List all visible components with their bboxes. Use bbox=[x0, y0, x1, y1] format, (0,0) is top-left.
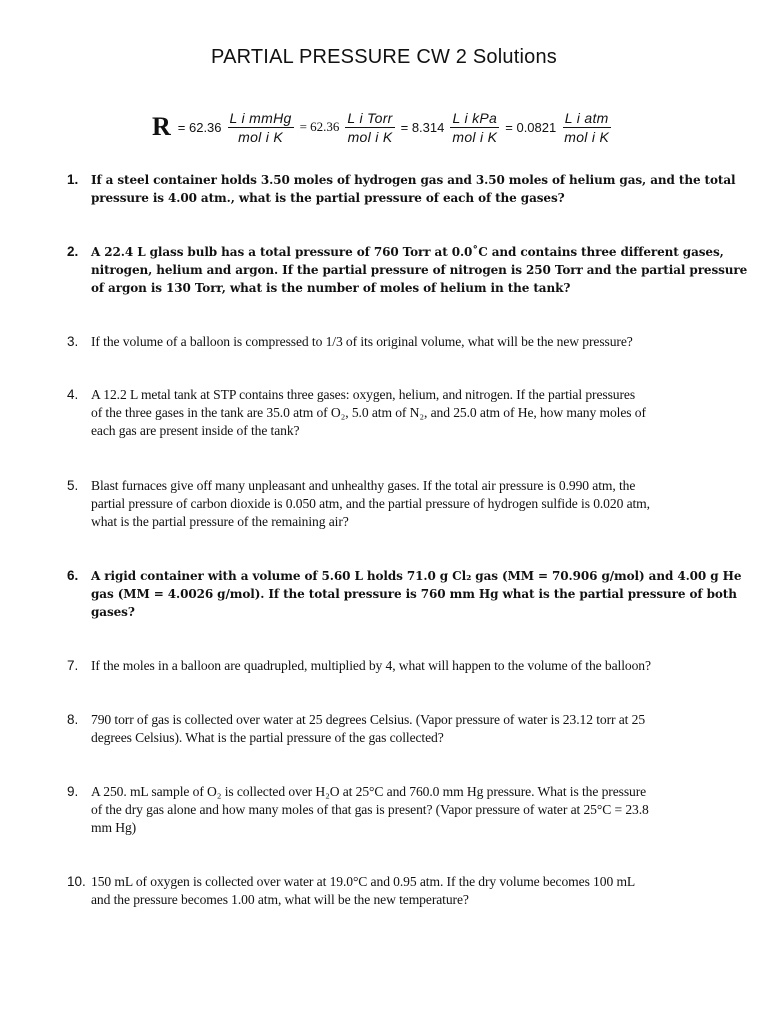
question-number: 5. bbox=[67, 478, 79, 493]
question-text bbox=[91, 386, 727, 440]
unit-denominator: mol i K bbox=[564, 128, 610, 145]
question-line: A 22.4 L glass bulb has a total pressure of 760 Torr at 0.0˚C and contains three different gases, bbox=[91, 245, 724, 259]
question-text bbox=[91, 567, 742, 621]
question-line: Blast furnaces give off many unpleasant and unhealthy gases. If the total air pressure is 0.990 atm, the bbox=[91, 478, 636, 493]
question-line: of the dry gas alone and how many moles of that gas is present? (Vapor pressure of water at 25°C = 23.8 bbox=[91, 802, 649, 817]
question-line: partial pressure of carbon dioxide is 0.050 atm, and the partial pressure of hydrogen sulfide is 0.020 atm, bbox=[91, 496, 650, 511]
gas-constant-value-2: = 62.36 bbox=[299, 119, 340, 134]
question-number: 2. bbox=[67, 244, 79, 259]
gas-constant-value-4: = 0.0821 bbox=[505, 119, 557, 135]
question-line: gases? bbox=[91, 605, 135, 619]
question-line: 790 torr of gas is collected over water at 25 degrees Celsius. (Vapor pressure of water is 23.12 torr at 25 bbox=[91, 712, 646, 727]
gas-constant-value-3: = 8.314 bbox=[400, 119, 445, 135]
question-line: of argon is 130 Torr, what is the number of moles of helium in the tank? bbox=[91, 281, 571, 295]
question-line: 150 mL of oxygen is collected over water at 19.0°C and 0.95 atm. If the dry volume becomes 100 mL bbox=[91, 874, 636, 889]
question-number: 4. bbox=[67, 387, 79, 402]
question-line: mm Hg) bbox=[91, 820, 137, 835]
gas-constant-symbol: R bbox=[152, 112, 171, 141]
question-line: A 12.2 L metal tank at STP contains three gases: oxygen, helium, and nitrogen. If the partial pressures bbox=[91, 387, 636, 402]
question-line: what is the partial pressure of the remaining air? bbox=[91, 514, 349, 529]
question-text bbox=[91, 873, 727, 909]
gas-constant-unit-3 bbox=[450, 110, 499, 145]
question-line: pressure is 4.00 atm., what is the partial pressure of each of the gases? bbox=[91, 191, 565, 205]
gas-constant-unit-2 bbox=[345, 110, 394, 145]
question-number: 9. bbox=[67, 784, 79, 799]
question-line: A rigid container with a volume of 5.60 L holds 71.0 g Cl₂ gas (MM = 70.906 g/mol) and 4.00 g He bbox=[91, 569, 742, 583]
question-number: 7. bbox=[67, 658, 79, 673]
unit-denominator: mol i K bbox=[347, 128, 393, 145]
question-line: If a steel container holds 3.50 moles of hydrogen gas and 3.50 moles of helium gas, and the total bbox=[91, 173, 736, 187]
question-number: 3. bbox=[67, 334, 79, 349]
question-line: If the moles in a balloon are quadrupled, multiplied by 4, what will happen to the volume of the balloon? bbox=[91, 658, 651, 673]
question-number: 10. bbox=[67, 874, 86, 889]
unit-numerator: L i mmHg bbox=[229, 109, 292, 126]
question-number: 6. bbox=[67, 568, 79, 583]
question-text bbox=[91, 333, 727, 351]
unit-denominator: mol i K bbox=[238, 128, 283, 145]
question-line: and the pressure becomes 1.00 atm, what will be the new temperature? bbox=[91, 892, 469, 907]
gas-constant-unit-1 bbox=[228, 110, 294, 145]
question-line: gas (MM = 4.0026 g/mol). If the total pressure is 760 mm Hg what is the partial pressure of both bbox=[91, 587, 737, 601]
question-text bbox=[91, 657, 727, 675]
question-text bbox=[91, 171, 736, 207]
gas-constant-value-1: = 62.36 bbox=[177, 119, 222, 135]
question-number: 1. bbox=[67, 172, 79, 187]
question-line: If the volume of a balloon is compressed to 1/3 of its original volume, what will be the new pressure? bbox=[91, 334, 633, 349]
question-text bbox=[91, 711, 727, 747]
unit-denominator: mol i K bbox=[452, 128, 498, 145]
question-line: degrees Celsius). What is the partial pressure of the gas collected? bbox=[91, 730, 444, 745]
unit-numerator: L i atm bbox=[564, 109, 609, 126]
unit-numerator: L i Torr bbox=[347, 109, 393, 126]
question-text bbox=[91, 243, 748, 297]
page-title: PARTIAL PRESSURE CW 2 Solutions bbox=[211, 46, 557, 68]
question-line: nitrogen, helium and argon. If the partial pressure of nitrogen is 250 Torr and the partial pressure bbox=[91, 263, 748, 277]
question-number: 8. bbox=[67, 712, 79, 727]
question-line: A 250. mL sample of O₂ is collected over H₂O at 25°C and 760.0 mm Hg pressure. What is the pressure bbox=[91, 784, 647, 799]
question-text bbox=[91, 783, 727, 837]
gas-constant-equation bbox=[152, 104, 613, 150]
question-line: of the three gases in the tank are 35.0 atm of O₂, 5.0 atm of N₂, and 25.0 atm of He, how many moles of bbox=[91, 405, 646, 420]
question-text bbox=[91, 477, 727, 531]
gas-constant-unit-4 bbox=[562, 110, 611, 145]
unit-numerator: L i kPa bbox=[452, 109, 498, 126]
question-line: each gas are present inside of the tank? bbox=[91, 423, 300, 438]
